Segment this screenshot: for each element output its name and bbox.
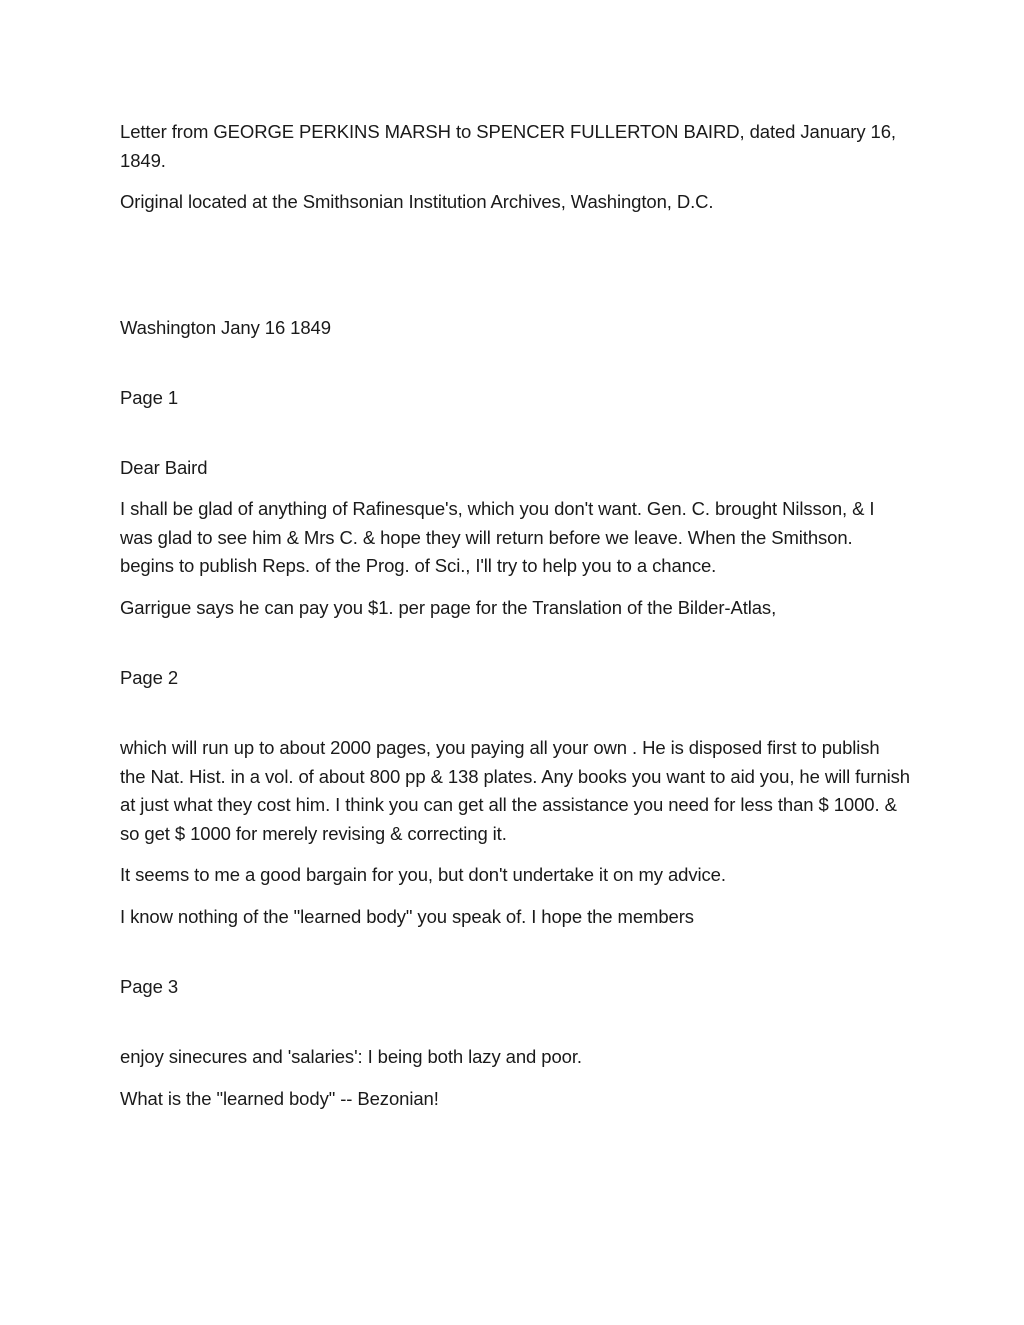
body-paragraph-3: which will run up to about 2000 pages, you paying all your own . He is disposed first to publish the Nat. Hist. in a vol. of about 800 pp & 138 plates. Any books you want to aid you, he will furnish at just what they cost him. I think you can get all the assistance you need for less than $ 1000. & so get $ 1000 for merely revising & correcting it. <box>120 737 910 844</box>
body-paragraph-7: What is the "learned body" -- Bezonian! <box>120 1088 439 1109</box>
header-title: Letter from GEORGE PERKINS MARSH to SPENCER FULLERTON BAIRD, dated January 16, 1849. <box>120 121 896 171</box>
letter-salutation: Dear Baird <box>120 457 208 478</box>
page-label-3: Page 3 <box>120 976 179 997</box>
body-paragraph-4: It seems to me a good bargain for you, but don't undertake it on my advice. <box>120 864 726 885</box>
page-label-1: Page 1 <box>120 387 179 408</box>
document-page <box>120 0 910 1325</box>
letter-dateline: Washington Jany 16 1849 <box>120 317 331 338</box>
body-paragraph-1: I shall be glad of anything of Rafinesque's, which you don't want. Gen. C. brought Nilsson, & I was glad to see him & Mrs C. & hope they will return before we leave. When the Smithson. begins to publish Reps. of the Prog. of Sci., I'll try to help you to a chance. <box>120 498 875 576</box>
body-paragraph-2: Garrigue says he can pay you $1. per page for the Translation of the Bilder-Atlas, <box>120 597 777 618</box>
header-source: Original located at the Smithsonian Institution Archives, Washington, D.C. <box>120 191 714 212</box>
body-paragraph-5: I know nothing of the "learned body" you speak of. I hope the members <box>120 906 694 927</box>
body-paragraph-6: enjoy sinecures and 'salaries': I being both lazy and poor. <box>120 1046 582 1067</box>
page-label-2: Page 2 <box>120 667 179 688</box>
